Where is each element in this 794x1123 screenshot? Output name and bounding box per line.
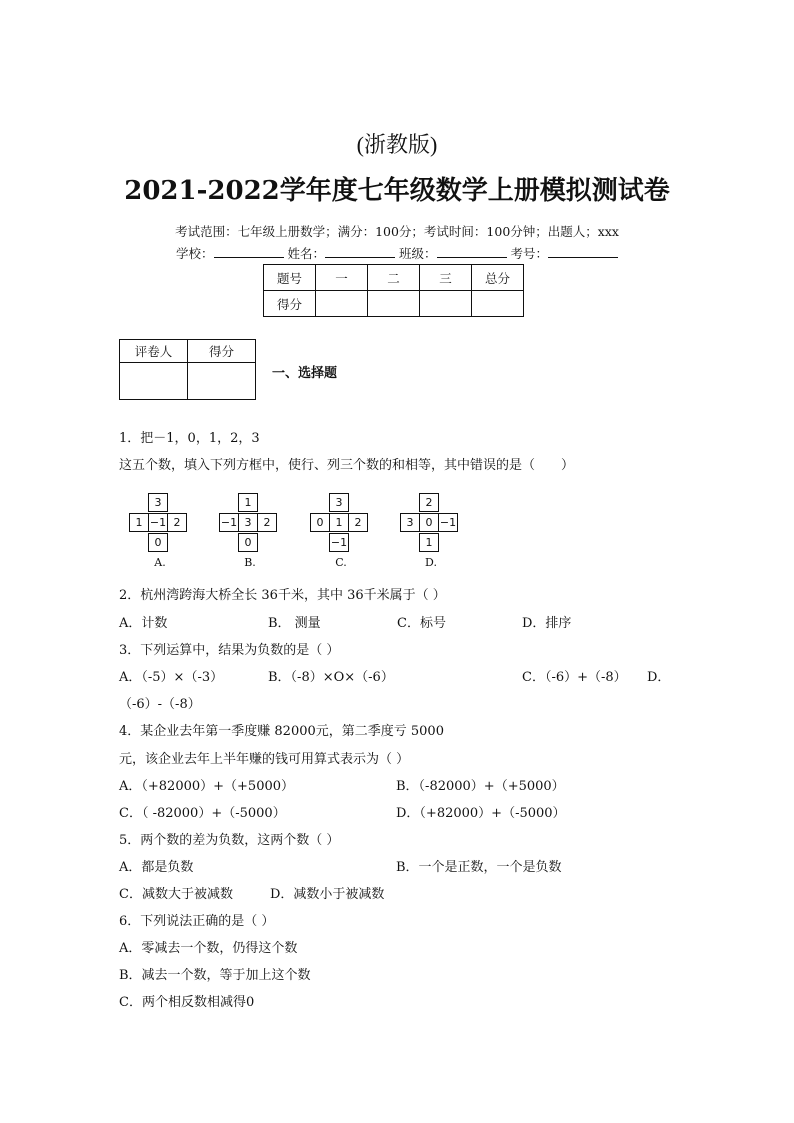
- cell-center: 3: [238, 513, 258, 532]
- cell-top: 2: [419, 493, 439, 512]
- score-header-cell: 二: [368, 265, 420, 291]
- cell-right: 2: [257, 513, 277, 532]
- q2-option-b[interactable]: B． 测量: [268, 616, 321, 631]
- q2-option-c[interactable]: C．标号: [397, 616, 446, 631]
- q2-stem: 2．杭州湾跨海大桥全长 36千米，其中 36千米属于（ ）: [119, 588, 446, 603]
- cell-left: −1: [219, 513, 239, 532]
- cell-left: 1: [129, 513, 149, 532]
- cell-top: 3: [329, 493, 349, 512]
- score-header-cell: 三: [420, 265, 472, 291]
- exam-info: 考试范围：七年级上册数学；满分：100分；考试时间：100分钟；出题人；xxx: [175, 224, 619, 239]
- score-row-label: 得分: [264, 291, 316, 317]
- cell-center: 1: [329, 513, 349, 532]
- figure-label: A.: [154, 556, 166, 569]
- q5-option-d[interactable]: D．减数小于被减数: [270, 887, 385, 902]
- q2-option-a[interactable]: A．计数: [119, 616, 168, 631]
- q5-option-a[interactable]: A．都是负数: [119, 860, 194, 875]
- score-cell: [420, 291, 472, 317]
- class-field[interactable]: [437, 245, 507, 258]
- cell-left: 0: [310, 513, 330, 532]
- q4-stem-line1: 4．某企业去年第一季度赚 82000元，第二季度亏 5000: [119, 724, 444, 739]
- q1-stem-line1: 1．把－1，0，1，2，3: [119, 431, 260, 446]
- grader-header: 评卷人: [120, 340, 188, 363]
- exam-no-field[interactable]: [548, 245, 618, 258]
- cell-right: 2: [167, 513, 187, 532]
- cell-bottom: 0: [238, 533, 258, 552]
- q6-option-a[interactable]: A．零减去一个数，仍得这个数: [119, 941, 298, 956]
- grader-cell: [120, 363, 188, 400]
- cell-top: 1: [238, 493, 258, 512]
- q5-option-b[interactable]: B．一个是正数，一个是负数: [396, 860, 562, 875]
- q3-option-a[interactable]: A．（-5）×（-3）: [119, 670, 224, 685]
- q3-option-d[interactable]: （-6）-（-8）: [119, 697, 201, 712]
- score-cell: [472, 291, 524, 317]
- q3-stem: 3．下列运算中，结果为负数的是（ ）: [119, 643, 340, 658]
- class-label: 班级：: [398, 246, 437, 261]
- page-title: 2021-2022学年度七年级数学上册模拟测试卷: [124, 176, 670, 206]
- grader-score-header: 得分: [188, 340, 256, 363]
- q3-option-d-label[interactable]: D．: [647, 670, 671, 685]
- q4-option-c[interactable]: C．（ -82000）+（-5000）: [119, 806, 286, 821]
- school-label: 学校：: [175, 246, 214, 261]
- figure-label: C.: [335, 556, 347, 569]
- cell-bottom: 1: [419, 533, 439, 552]
- q1-stem-line2: 这五个数，填入下列方框中，使行、列三个数的和相等，其中错误的是（ ）: [119, 458, 575, 473]
- student-info-line: [0, 244, 794, 262]
- q1-figure-b: [215, 493, 285, 569]
- figure-label: B.: [244, 556, 256, 569]
- q3-option-b[interactable]: B．（-8）×O×（-6）: [268, 670, 394, 685]
- score-table: [263, 264, 524, 317]
- q5-stem: 5．两个数的差为负数，这两个数（ ）: [119, 833, 340, 848]
- q4-option-a[interactable]: A．（+82000）+（+5000）: [119, 779, 295, 794]
- name-label: 姓名：: [287, 246, 325, 261]
- name-field[interactable]: [325, 245, 395, 258]
- q1-figure-d: [396, 493, 466, 569]
- q1-figure-a: [125, 493, 195, 569]
- cell-bottom: 0: [148, 533, 168, 552]
- score-header-cell: 总分: [472, 265, 524, 291]
- cell-top: 3: [148, 493, 168, 512]
- cell-center: −1: [148, 513, 168, 532]
- figure-label: D.: [425, 556, 437, 569]
- q4-option-d[interactable]: D．（+82000）+（-5000）: [396, 806, 566, 821]
- cell-bottom: −1: [329, 533, 349, 552]
- score-header-cell: 题号: [264, 265, 316, 291]
- q3-option-c[interactable]: C．（-6）+（-8）: [522, 670, 627, 685]
- grader-score-cell: [188, 363, 256, 400]
- score-header-cell: 一: [316, 265, 368, 291]
- section-heading: 一、选择题: [272, 366, 338, 381]
- score-cell: [368, 291, 420, 317]
- cell-left: 3: [400, 513, 420, 532]
- q4-option-b[interactable]: B．（-82000）+（+5000）: [396, 779, 565, 794]
- cell-center: 0: [419, 513, 439, 532]
- q6-stem: 6．下列说法正确的是（ ）: [119, 914, 275, 929]
- q5-option-c[interactable]: C．减数大于被减数: [119, 887, 233, 902]
- q1-figure-c: [306, 493, 376, 569]
- grader-table: [119, 339, 256, 400]
- q6-option-c[interactable]: C．两个相反数相减得0: [119, 995, 255, 1010]
- q2-option-d[interactable]: D．排序: [522, 616, 572, 631]
- q6-option-b[interactable]: B．减去一个数，等于加上这个数: [119, 968, 311, 983]
- subtitle: (浙教版): [356, 132, 438, 157]
- q4-stem-line2: 元，该企业去年上半年赚的钱可用算式表示为（ ）: [119, 752, 410, 767]
- exam-no-label: 考号：: [510, 246, 548, 261]
- cell-right: −1: [438, 513, 458, 532]
- score-cell: [316, 291, 368, 317]
- school-field[interactable]: [214, 245, 284, 258]
- cell-right: 2: [348, 513, 368, 532]
